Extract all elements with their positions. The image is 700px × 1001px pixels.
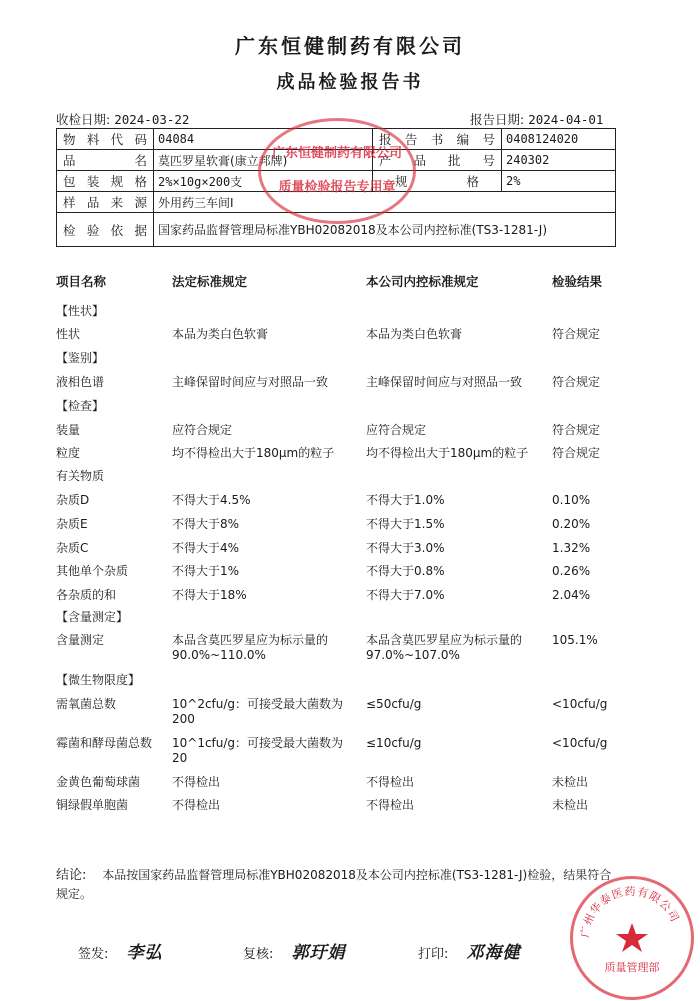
svg-text:广州华泰医药有限公司: 广州华泰医药有限公司 <box>578 884 682 939</box>
receive-date <box>56 110 189 128</box>
row-item: 有关物质 <box>56 469 105 483</box>
row-internal: ≤50cfu/g <box>366 697 422 711</box>
material-code-value: 04084 <box>154 129 373 150</box>
row-result: 未检出 <box>552 775 589 789</box>
row-internal: 均不得检出大于180μm的粒子 <box>366 446 529 460</box>
svg-text:质量检验报告专用章: 质量检验报告专用章 <box>278 180 396 195</box>
row-result: 2.04% <box>552 588 591 602</box>
row-legal: 本品为类白色软膏 <box>172 327 269 341</box>
row-item: 性状 <box>56 327 81 341</box>
row-item: 含量测定 <box>56 633 105 647</box>
report-title: 成品检验报告书 <box>276 72 424 93</box>
row-item: 各杂质的和 <box>56 588 117 602</box>
print-signature <box>418 938 521 963</box>
row-result: 符合规定 <box>552 423 601 437</box>
row-item: 需氧菌总数 <box>56 697 117 711</box>
row-legal: 应符合规定 <box>172 423 233 437</box>
row-internal: 不得大于0.8% <box>366 564 445 578</box>
row-legal: 不得大于4.5% <box>172 493 251 507</box>
basis-value: 国家药品监督管理局标准YBH02082018及本公司内控标准(TS3-1281-J) <box>154 213 616 247</box>
row-result: 0.20% <box>552 517 591 531</box>
row-internal: 不得大于7.0% <box>366 588 445 602</box>
issue-signature <box>78 938 163 963</box>
review-label: 复核: <box>243 947 274 962</box>
report-no-label: 报告书编号 <box>373 129 502 150</box>
section-label: 【含量测定】 <box>56 610 129 624</box>
row-internal: 本品含莫匹罗星应为标示量的97.0%~107.0% <box>366 633 523 662</box>
issue-label: 签发: <box>78 947 109 962</box>
header-internal: 本公司内控标准规定 <box>366 274 479 289</box>
basis-label: 检验依据 <box>57 213 154 247</box>
row-legal: 主峰保留时间应与对照品一致 <box>172 375 329 389</box>
source-label: 样品来源 <box>57 192 154 213</box>
row-internal: 不得检出 <box>366 775 415 789</box>
batch-no-value: 240302 <box>502 150 616 171</box>
spec-label: 规格 <box>373 171 502 192</box>
row-legal: 10^2cfu/g：可接受最大菌数为200 <box>172 697 344 726</box>
round-stamp-graphic <box>573 879 691 997</box>
report-date-label: 报告日期: <box>470 112 525 127</box>
row-internal: 应符合规定 <box>366 423 427 437</box>
row-result: 0.26% <box>552 564 591 578</box>
review-signature <box>243 938 346 963</box>
header-item: 项目名称 <box>56 274 107 289</box>
report-date-value: 2024-04-01 <box>528 112 604 127</box>
row-legal: 不得大于18% <box>172 588 247 602</box>
row-internal: 不得检出 <box>366 798 415 812</box>
product-name-value: 莫匹罗星软膏(康立邦牌) <box>154 150 373 171</box>
qa-report-stamp <box>258 118 416 224</box>
product-name-label: 品名 <box>57 150 154 171</box>
row-result: 105.1% <box>552 633 598 647</box>
section-label: 【检查】 <box>56 399 105 413</box>
row-item: 杂质E <box>56 517 88 531</box>
row-result: 符合规定 <box>552 327 601 341</box>
section-label: 【性状】 <box>56 304 105 318</box>
section-label: 【鉴别】 <box>56 351 105 365</box>
row-result: 未检出 <box>552 798 589 812</box>
row-item: 装量 <box>56 423 81 437</box>
row-result: 符合规定 <box>552 375 601 389</box>
row-item: 杂质D <box>56 493 90 507</box>
receive-date-value: 2024-03-22 <box>114 112 190 127</box>
row-legal: 不得大于4% <box>172 541 240 555</box>
review-name: 郭玗娟 <box>291 943 346 963</box>
header-result: 检验结果 <box>552 274 603 289</box>
row-result: <10cfu/g <box>552 697 608 711</box>
row-item: 金黄色葡萄球菌 <box>56 775 141 789</box>
row-legal: 不得大于8% <box>172 517 240 531</box>
row-internal: 不得大于1.5% <box>366 517 445 531</box>
receive-date-label: 收检日期: <box>56 112 111 127</box>
report-date <box>470 110 603 128</box>
section-label: 【微生物限度】 <box>56 673 141 687</box>
source-value: 外用药三车间Ⅰ <box>154 192 616 213</box>
row-result: <10cfu/g <box>552 736 608 750</box>
row-result: 1.32% <box>552 541 591 555</box>
conclusion-label: 结论: <box>56 868 87 883</box>
batch-no-label: 产品批号 <box>373 150 502 171</box>
company-name: 广东恒健制药有限公司 <box>235 34 465 58</box>
row-internal: 本品为类白色软膏 <box>366 327 463 341</box>
report-no-value: 0408124020 <box>502 129 616 150</box>
svg-text:广东恒健制药有限公司: 广东恒健制药有限公司 <box>271 146 403 161</box>
package-label: 包装规格 <box>57 171 154 192</box>
svg-text:质量管理部: 质量管理部 <box>604 961 660 974</box>
row-internal: ≤10cfu/g <box>366 736 422 750</box>
row-legal: 不得检出 <box>172 775 221 789</box>
conclusion-text: 本品按国家药品监督管理局标准YBH02082018及本公司内控标准(TS3-1281-J)检验，结果符合规定。 <box>56 868 612 901</box>
row-legal: 不得大于1% <box>172 564 240 578</box>
row-legal: 均不得检出大于180μm的粒子 <box>172 446 335 460</box>
row-result: 0.10% <box>552 493 591 507</box>
spec-value: 2% <box>502 171 616 192</box>
print-label: 打印: <box>418 947 449 962</box>
row-item: 杂质C <box>56 541 89 555</box>
row-item: 霉菌和酵母菌总数 <box>56 736 153 750</box>
row-item: 粒度 <box>56 446 81 460</box>
row-item: 液相色谱 <box>56 375 105 389</box>
conclusion <box>56 866 616 903</box>
row-item: 其他单个杂质 <box>56 564 129 578</box>
package-value: 2%×10g×200支 <box>154 171 373 192</box>
row-item: 铜绿假单胞菌 <box>56 798 129 812</box>
material-code-label: 物料代码 <box>57 129 154 150</box>
row-internal: 不得大于1.0% <box>366 493 445 507</box>
header-legal: 法定标准规定 <box>172 274 248 289</box>
issue-name: 李弘 <box>126 943 163 963</box>
round-company-stamp <box>570 876 694 1000</box>
row-legal: 本品含莫匹罗星应为标示量的90.0%~110.0% <box>172 633 329 662</box>
row-legal: 不得检出 <box>172 798 221 812</box>
qa-report-stamp-graphic <box>261 121 413 221</box>
row-internal: 主峰保留时间应与对照品一致 <box>366 375 523 389</box>
row-legal: 10^1cfu/g：可接受最大菌数为20 <box>172 736 344 765</box>
row-internal: 不得大于3.0% <box>366 541 445 555</box>
row-result: 符合规定 <box>552 446 601 460</box>
print-name: 邓海健 <box>466 943 521 963</box>
